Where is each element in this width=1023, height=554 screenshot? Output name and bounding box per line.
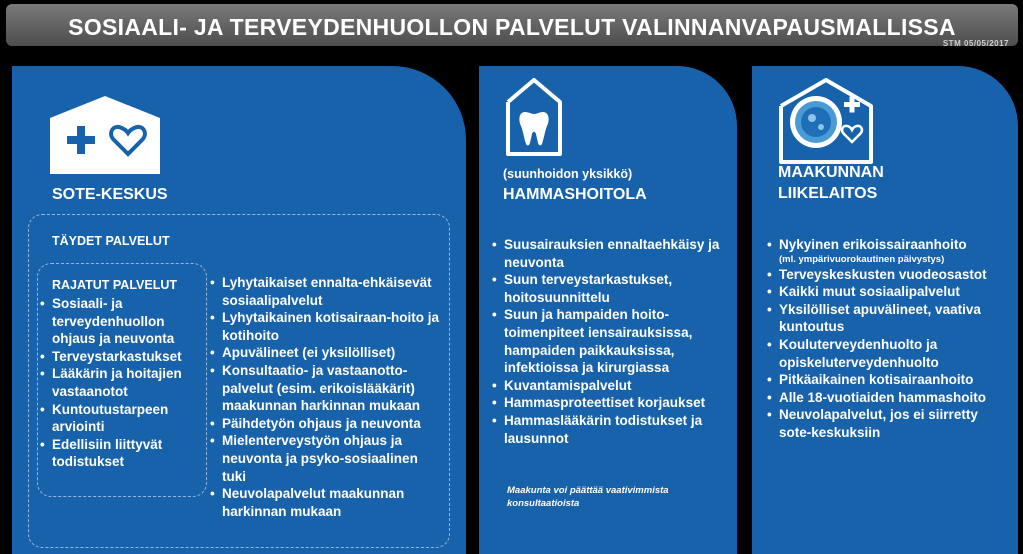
- list-item: • Lyhytaikaiset ennalta-ehkäisevät sosiaalipalvelut: [210, 274, 442, 309]
- panel-subtitle: (suunhoidon yksikkö): [503, 167, 633, 181]
- page-title: SOSIAALI- JA TERVEYDENHUOLLON PALVELUT VALINNANVAPAUSMALLISSA: [68, 14, 956, 40]
- list-item: • Päihdetyön ohjaus ja neuvonta: [210, 415, 442, 433]
- panel-title: SOTE-KESKUS: [52, 186, 168, 203]
- house-globe-cross-heart-icon: [778, 76, 874, 164]
- regional-services-list: [767, 236, 1007, 442]
- list-item: • Yksilölliset apuvälineet, vaativa kuntoutus: [767, 301, 1007, 336]
- dental-services-list: [492, 236, 724, 447]
- list-item: • Hammaslääkärin todistukset ja lausunnot: [492, 412, 724, 447]
- date-stamp: STM 05/05/2017: [942, 39, 1009, 48]
- list-item: • Neuvolapalvelut maakunnan harkinnan mukaan: [210, 485, 442, 520]
- maakunnan-liikelaitos-panel: [752, 66, 1018, 554]
- list-item-note: (ml. ympärivuorokautinen päivystys): [779, 253, 945, 265]
- limited-services-list: [40, 295, 202, 471]
- list-item: • Suusairauksien ennaltaehkäisy ja neuvonta: [492, 236, 724, 271]
- sote-keskus-panel: [12, 66, 466, 554]
- full-services-list: [210, 274, 442, 520]
- list-item: • Hammasproteettiset korjaukset: [492, 394, 724, 412]
- panel-title-line-2: LIIKELAITOS: [778, 185, 878, 202]
- list-item: • Suun terveystarkastukset, hoitosuunnittelu: [492, 271, 724, 306]
- panel-title: HAMMASHOITOLA: [503, 186, 647, 203]
- list-item: • Kuntoutustarpeen arviointi: [40, 401, 202, 436]
- list-item: • Alle 18-vuotiaiden hammashoito: [767, 389, 1007, 407]
- list-item: • Pitkäaikainen kotisairaanhoito: [767, 371, 1007, 389]
- list-item: • Sosiaali- ja terveydenhuollon ohjaus ja neuvonta: [40, 295, 202, 348]
- list-item: • Apuvälineet (ei yksilölliset): [210, 344, 442, 362]
- list-item: • Edellisiin liittyvät todistukset: [40, 436, 202, 471]
- consultation-note: Maakunta voi päättää vaativimmista konsultaatioista: [507, 485, 669, 509]
- limited-services-label: RAJATUT PALVELUT: [52, 278, 177, 292]
- panel-title-line-1: MAAKUNNAN: [778, 164, 884, 181]
- title-banner: [6, 4, 1018, 46]
- list-item: • Terveystarkastukset: [40, 348, 202, 366]
- full-services-label: TÄYDET PALVELUT: [52, 234, 170, 248]
- list-item: • Kuvantamispalvelut: [492, 377, 724, 395]
- list-item: • Kaikki muut sosiaalipalvelut: [767, 283, 1007, 301]
- house-cross-heart-icon: [50, 96, 160, 174]
- panel-title: [778, 162, 884, 204]
- list-item: • Konsultaatio- ja vastaanotto-palvelut (esim. erikoislääkärit) maakunnan harkinnan mukaan: [210, 362, 442, 415]
- list-item: • Lyhytaikainen kotisairaan-hoito ja kotihoito: [210, 309, 442, 344]
- list-item: • Neuvolapalvelut, jos ei siirretty sote-keskuksiin: [767, 406, 1007, 441]
- list-item-text: Nykyinen erikoissairaanhoito: [779, 237, 967, 252]
- list-item: • Mielenterveystyön ohjaus ja neuvonta ja psyko-sosiaalinen tuki: [210, 432, 442, 485]
- list-item: • Suun ja hampaiden hoito-toimenpiteet iensairauksissa, hampaiden paikkauksissa, infektioissa ja kirurgiassa: [492, 306, 724, 376]
- list-item: • Lääkärin ja hoitajien vastaanotot: [40, 365, 202, 400]
- list-item: [767, 236, 1007, 266]
- list-item: • Kouluterveydenhuolto ja opiskeluterveydenhuolto: [767, 336, 1007, 371]
- list-item: • Terveyskeskusten vuodeosastot: [767, 266, 1007, 284]
- hammashoitola-panel: [479, 66, 737, 554]
- house-tooth-icon: [505, 76, 563, 156]
